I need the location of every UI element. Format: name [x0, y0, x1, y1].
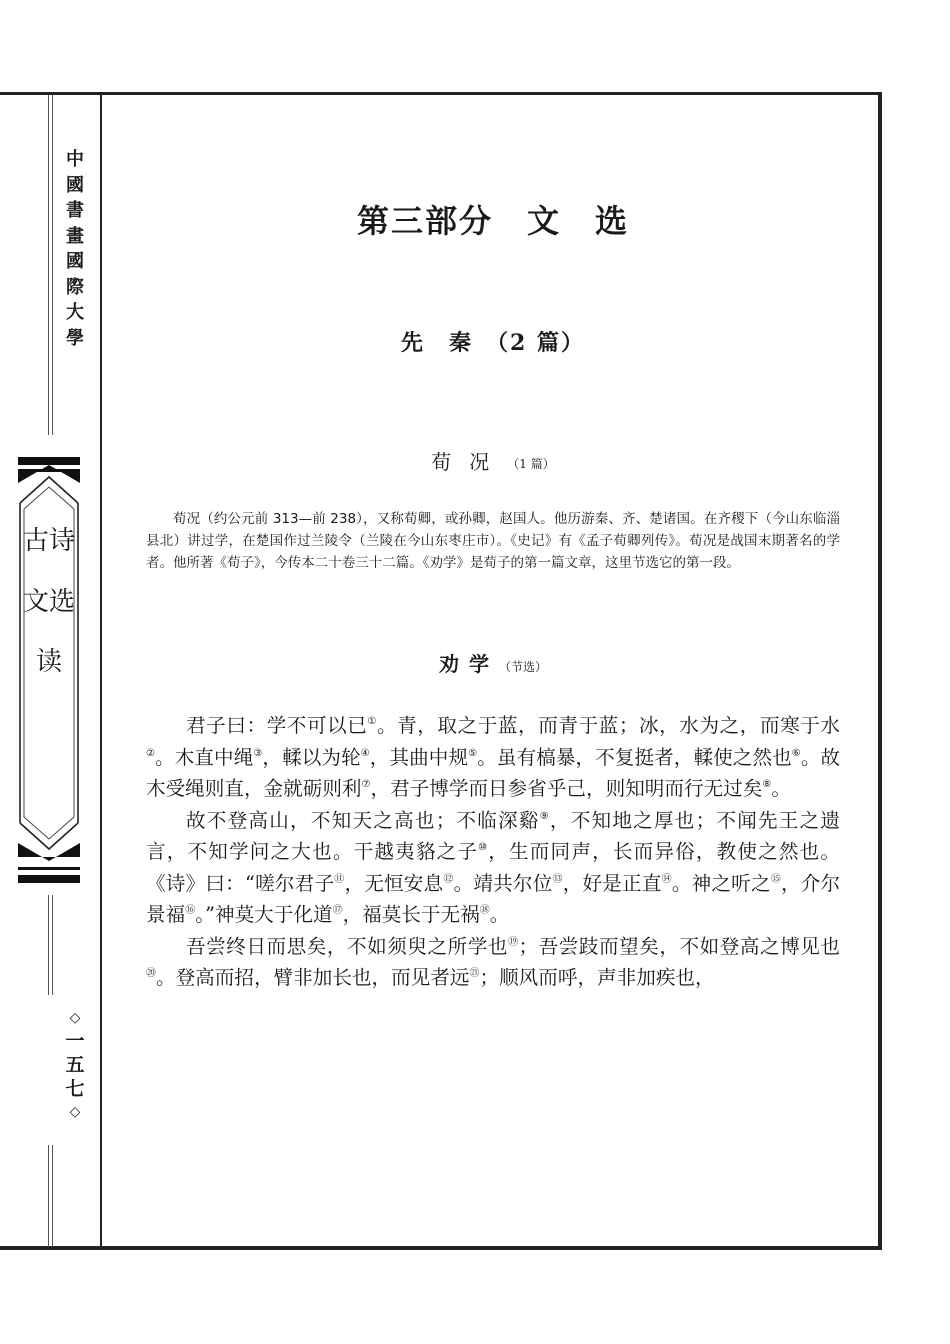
- footnote-marker: ⑩: [478, 842, 489, 853]
- work-title: 劝学: [438, 652, 499, 676]
- footnote-marker: ⑭: [661, 873, 672, 885]
- text-run: ，生而同声，长而异俗，教使之然也。《诗》曰：“嗟尔君子: [146, 840, 841, 895]
- text-run: ，輮以为轮: [262, 745, 361, 769]
- footnote-marker: ⑲: [508, 936, 519, 948]
- text-run: ，好是正直: [562, 871, 662, 895]
- text-run: ；顺风而呼，声非加疾也，: [479, 966, 715, 989]
- book-title-cartouche: [18, 463, 80, 873]
- footnote-marker: ①: [367, 716, 377, 727]
- diamond-ornament: ◇: [69, 1010, 81, 1026]
- margin-rule: [48, 1145, 49, 1247]
- work-heading: [146, 648, 840, 677]
- footnote-marker: ⑨: [539, 810, 550, 822]
- footnote-marker: ⑤: [468, 747, 478, 759]
- text-run: ，不知地之厚也；不闻先王之遗言，不知学问之大也。干越夷貉之子: [146, 808, 841, 863]
- body-text: [146, 710, 840, 994]
- text-run: 。神之听之: [671, 871, 771, 895]
- cartouche-bottom-bar: [18, 875, 80, 883]
- text-run: 。虽有槁暴，不复挺者，輮使之然也: [477, 745, 792, 769]
- text-run: 吾尝终日而思矣，不如须臾之所学也: [186, 934, 508, 958]
- footnote-marker: ⑯: [185, 905, 196, 916]
- footnote-marker: ⑧: [762, 779, 772, 790]
- footnote-marker: ⑬: [552, 873, 563, 885]
- body-paragraph: [146, 805, 840, 931]
- author-intro: 荀况（约公元前 313—前 238），又称荀卿，或孙卿，赵国人。他历游秦、齐、楚诸国。在齐稷下（今山东临淄县北）讲过学，在楚国作过兰陵令（兰陵在今山东枣庄市）。《史记》有《孟子荀卿列传》。荀况是战国末期著名的学者。他所著《荀子》，今传本二十卷三十二篇。《劝学》是荀子的第一篇文章，这里节选它的第一段。: [146, 511, 840, 571]
- left-margin: [0, 95, 100, 1247]
- margin-divider: [100, 95, 102, 1247]
- cartouche-bottom-bar: [18, 867, 80, 870]
- text-run: 。”神莫大于化道: [195, 903, 333, 926]
- text-run: ，其曲中规: [369, 745, 469, 769]
- footnote-marker: ⑫: [443, 873, 454, 885]
- text-run: 。木直中绳: [155, 745, 254, 769]
- text-run: ，无恒安息: [344, 871, 444, 895]
- text-run: 。: [771, 777, 791, 800]
- text-run: ，君子博学而日参省乎己，则知明而行无过矣: [370, 777, 763, 800]
- margin-rule: [48, 95, 49, 435]
- text-run: 。故木受绳则直，金就砺则利: [146, 745, 841, 800]
- page-number-block: [60, 1007, 90, 1123]
- diamond-ornament: ◇: [69, 1104, 81, 1120]
- margin-rule: [48, 895, 49, 995]
- author-count: （1 篇）: [507, 457, 555, 471]
- text-run: 君子曰：学不可以已: [186, 714, 368, 737]
- press-name: 中國書畫國際大學: [66, 149, 84, 349]
- footnote-marker: ⑳: [146, 968, 156, 979]
- author-name: 荀况: [431, 450, 508, 474]
- text-run: ，福莫长于无祸: [342, 903, 480, 926]
- work-note: （节选）: [498, 660, 547, 674]
- footnote-marker: ㉑: [469, 968, 480, 979]
- text-run: ；吾尝跂而望矣，不如登高之博见也: [518, 934, 840, 958]
- margin-rule: [52, 95, 53, 435]
- page-number: 一五七: [65, 1030, 85, 1100]
- footnote-marker: ③: [253, 747, 263, 759]
- footnote-marker: ⑦: [361, 779, 371, 790]
- margin-rule: [52, 1145, 53, 1247]
- author-heading: [146, 446, 840, 475]
- footnote-marker: ⑱: [479, 905, 490, 916]
- footnote-marker: ⑪: [334, 873, 345, 885]
- footnote-marker: ②: [146, 747, 156, 759]
- footnote-marker: ④: [360, 747, 370, 759]
- text-run: 故不登高山，不知天之高也；不临深谿: [186, 808, 540, 832]
- footnote-marker: ⑰: [332, 905, 343, 916]
- text-run: 。登高而招，臂非加长也，而见者远: [156, 966, 470, 989]
- margin-rule: [52, 895, 53, 995]
- text-run: 。靖共尔位: [453, 871, 553, 895]
- body-paragraph: [146, 710, 840, 805]
- text-run: 。: [489, 903, 510, 926]
- text-run: 。青，取之于蓝，而青于蓝；冰，水为之，而寒于水: [376, 714, 841, 737]
- section-title: 先 秦 （2 篇）: [401, 330, 585, 356]
- footnote-marker: ⑮: [770, 873, 781, 885]
- body-paragraph: [146, 931, 840, 994]
- part-title: 第三部分 文 选: [356, 202, 629, 240]
- footnote-marker: ⑥: [791, 747, 801, 759]
- text-run: ，介尔景福: [146, 871, 841, 926]
- book-title: 古诗文选读: [22, 526, 75, 677]
